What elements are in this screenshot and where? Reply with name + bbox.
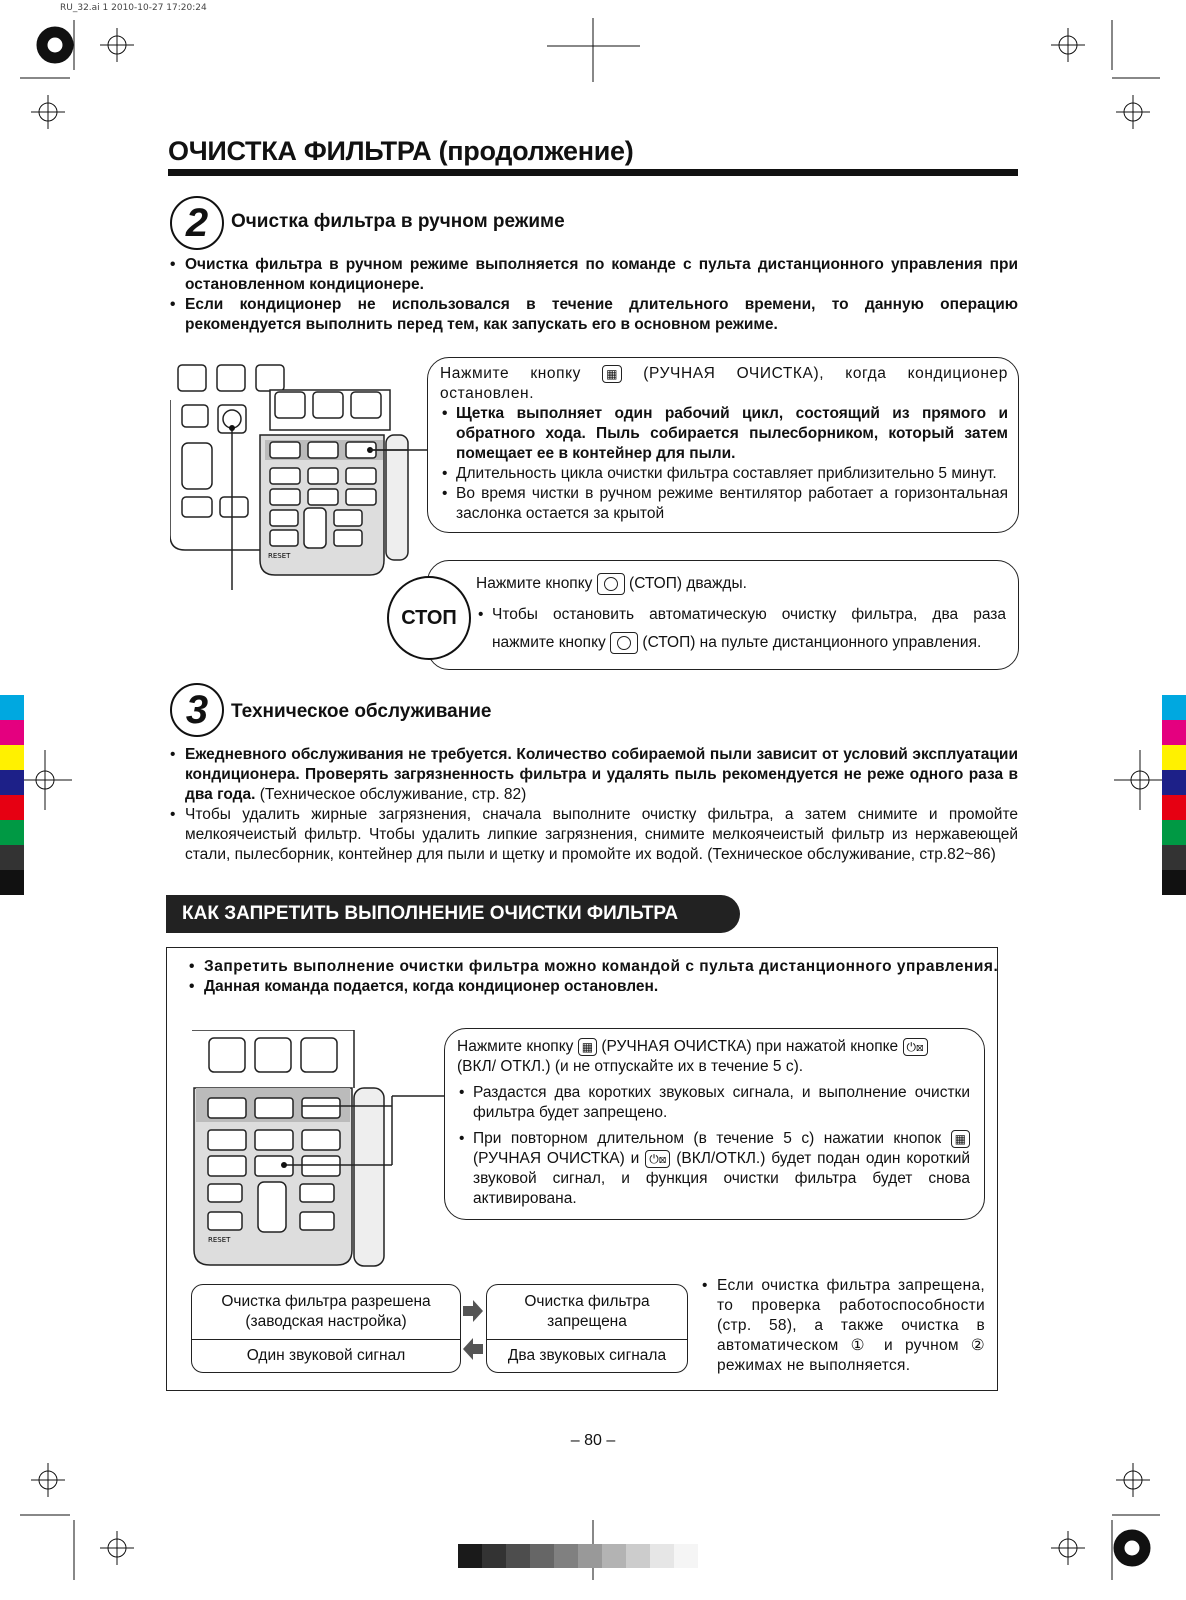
remote-illustration-manual-clean [170,360,425,590]
intro-text: Нажмите кнопку [440,365,582,382]
cmyk-swatch [1162,770,1186,795]
stop-bullet-text: Чтобы остановить автоматическую очистку фильтра, два раза нажмите кнопку [492,606,1006,651]
cmyk-swatch [1162,795,1186,820]
cmyk-swatch [1162,845,1186,870]
prohibit-callout-text: (РУЧНАЯ ОЧИСТКА) и [473,1150,640,1167]
flow-allowed-box [191,1284,461,1373]
gray-swatch [650,1544,674,1568]
gray-scale-bar [458,1544,698,1568]
gray-swatch [482,1544,506,1568]
connector-line-1 [370,440,430,460]
prohibit-bullet: • Данная команда подается, когда кондиционер остановлен. [187,977,1005,997]
cmyk-swatch [0,870,24,895]
gray-swatch [554,1544,578,1568]
step-3-number: 3 [170,683,224,737]
stop-button-icon [610,632,638,654]
prohibit-intro-text: (РУЧНАЯ ОЧИСТКА) при нажатой кнопке [601,1038,899,1055]
manual-clean-button-icon: ▦ [578,1038,597,1056]
manual-clean-intro [440,364,1008,404]
color-bar-left [0,695,24,895]
manual-clean-bullet: • Щетка выполняет один рабочий цикл, состоящий из прямого и обратного хода. Пыль собирается пылесборником, который затем помещает ее в контейнер для пыли. [440,404,1008,464]
manual-clean-bullet: • Длительность цикла очистки фильтра составляет приблизительно 5 минут. [440,464,1008,484]
step-3-bullet-bold: Ежедневного обслуживания не требуется. Количество собираемой пыли зависит от условий эксплуатации кондиционера. Проверять загрязненность фильтра и удалять пыль рекомендуется не реже одного раза в два года. [185,746,1018,803]
cmyk-swatch [0,720,24,745]
cmyk-swatch [0,745,24,770]
step-3-heading: Техническое обслуживание [231,701,492,722]
flow-allowed-label: Очистка фильтра разрешена (заводская настройка) [192,1285,460,1340]
prohibit-note [700,1276,985,1376]
prohibit-bullets [187,957,1005,997]
prohibit-callout-bullet [457,1129,970,1209]
flow-denied-label: Очистка фильтра запрещена [487,1285,687,1340]
print-header: RU_32.ai 1 2010-10-27 17:20:24 [60,3,207,13]
step-2-number: 2 [170,196,224,250]
manual-clean-button-icon: ▦ [602,365,622,383]
stop-badge: СТОП [387,576,471,660]
gray-swatch [626,1544,650,1568]
stop-button-icon [597,573,625,595]
step-3-bullet-ref: (Техническое обслуживание, стр. 82) [259,786,527,803]
gray-swatch [530,1544,554,1568]
gray-swatch [602,1544,626,1568]
on-off-button-icon: ⏻⊠ [903,1038,928,1056]
stop-callout [427,560,1019,670]
manual-clean-callout [427,357,1019,533]
step-2-bullet: • Очистка фильтра в ручном режиме выполняется по команде с пульта дистанционного управления при остановленном кондиционере. [168,255,1018,295]
step-2-bullet: • Если кондиционер не использовался в течение длительного времени, то данную операцию рекомендуется выполнить перед тем, как запускать его в основном режиме. [168,295,1018,335]
prohibit-intro-text: (ВКЛ/ ОТКЛ.) (и не отпускайте их в течение 5 с). [457,1058,804,1075]
prohibit-callout [444,1028,985,1220]
section-banner: КАК ЗАПРЕТИТЬ ВЫПОЛНЕНИЕ ОЧИСТКИ ФИЛЬТРА [166,895,740,933]
arrow-right-icon [463,1300,483,1322]
cmyk-swatch [1162,745,1186,770]
gray-swatch [458,1544,482,1568]
step-3-bullet: • Чтобы удалить жирные загрязнения, сначала выполните очистку фильтра, а затем снимите и промойте мелкоячеистый фильтр. Чтобы удалить липкие загрязнения, снимите мелкоячеистый фильтр из нержавеющей стали, пылесборник, контейнер для пыли и щетку и промойте их водой. (Техническое обслуживание, стр.82~86) [168,805,1018,865]
stop-bullet [476,601,1006,657]
stop-bullet-text-after: (СТОП) на пульте дистанционного управления. [642,634,982,651]
intro-text-after: (РУЧНАЯ ОЧИСТКА), когда кондиционер остановлен. [440,365,1008,402]
cmyk-swatch [0,845,24,870]
manual-clean-button-icon: ▦ [951,1130,970,1148]
gray-swatch [578,1544,602,1568]
remote-illustration-prohibit [192,1030,452,1280]
prohibit-bullet: • Запретить выполнение очистки фильтра можно командой с пульта дистанционного управления. [187,957,1005,977]
title-rule [168,169,1018,176]
arrow-left-icon [463,1338,483,1360]
stop-intro-text: Нажмите кнопку [476,575,593,593]
cmyk-swatch [0,820,24,845]
cmyk-swatch [0,770,24,795]
cmyk-swatch [0,695,24,720]
stop-intro-after: (СТОП) дважды. [629,575,747,593]
flow-allowed-signal: Один звуковой сигнал [246,1347,406,1364]
step-3-bullet [168,745,1018,805]
cmyk-swatch [0,795,24,820]
cmyk-swatch [1162,820,1186,845]
cmyk-swatch [1162,870,1186,895]
color-bar-right [1162,695,1186,895]
manual-clean-bullet: • Во время чистки в ручном режиме вентилятор работает а горизонтальная заслонка остается за крытой [440,484,1008,524]
step-2-bullets [168,255,1018,335]
flow-denied-signal: Два звуковых сигнала [507,1347,667,1364]
prohibit-callout-text: При повторном длительном (в течение 5 с) нажатии кнопок [473,1130,942,1147]
on-off-button-icon: ⏻⊠ [645,1150,670,1168]
gray-swatch [506,1544,530,1568]
page-number: – 80 – [570,1432,616,1449]
remote-reset-label: RESET [208,1236,231,1244]
flow-denied-box [486,1284,688,1373]
remote-reset-label: RESET [268,552,291,560]
step-2-heading: Очистка фильтра в ручном режиме [231,211,565,232]
prohibit-callout-text: (ВКЛ/ОТКЛ.) будет подан один короткий звуковой сигнал, и функция очистки фильтра будет снова активирована. [473,1150,971,1207]
page-title: ОЧИСТКА ФИЛЬТРА (продолжение) [168,136,634,166]
step-3-bullets [168,745,1018,865]
prohibit-intro-text: Нажмите кнопку [457,1038,574,1055]
cmyk-swatch [1162,720,1186,745]
flow-arrows [459,1296,487,1366]
stop-intro [476,573,1006,595]
gray-swatch [674,1544,698,1568]
prohibit-intro [457,1037,970,1077]
cmyk-swatch [1162,695,1186,720]
prohibit-note-text: • Если очистка фильтра запрещена, то проверка работоспособности (стр. 58), а также очистка в автоматическом ① и ручном ② режимах не выполняется. [700,1276,985,1376]
prohibit-callout-bullet: • Раздастся два коротких звуковых сигнала, и выполнение очистки фильтра будет запрещено. [457,1083,970,1123]
